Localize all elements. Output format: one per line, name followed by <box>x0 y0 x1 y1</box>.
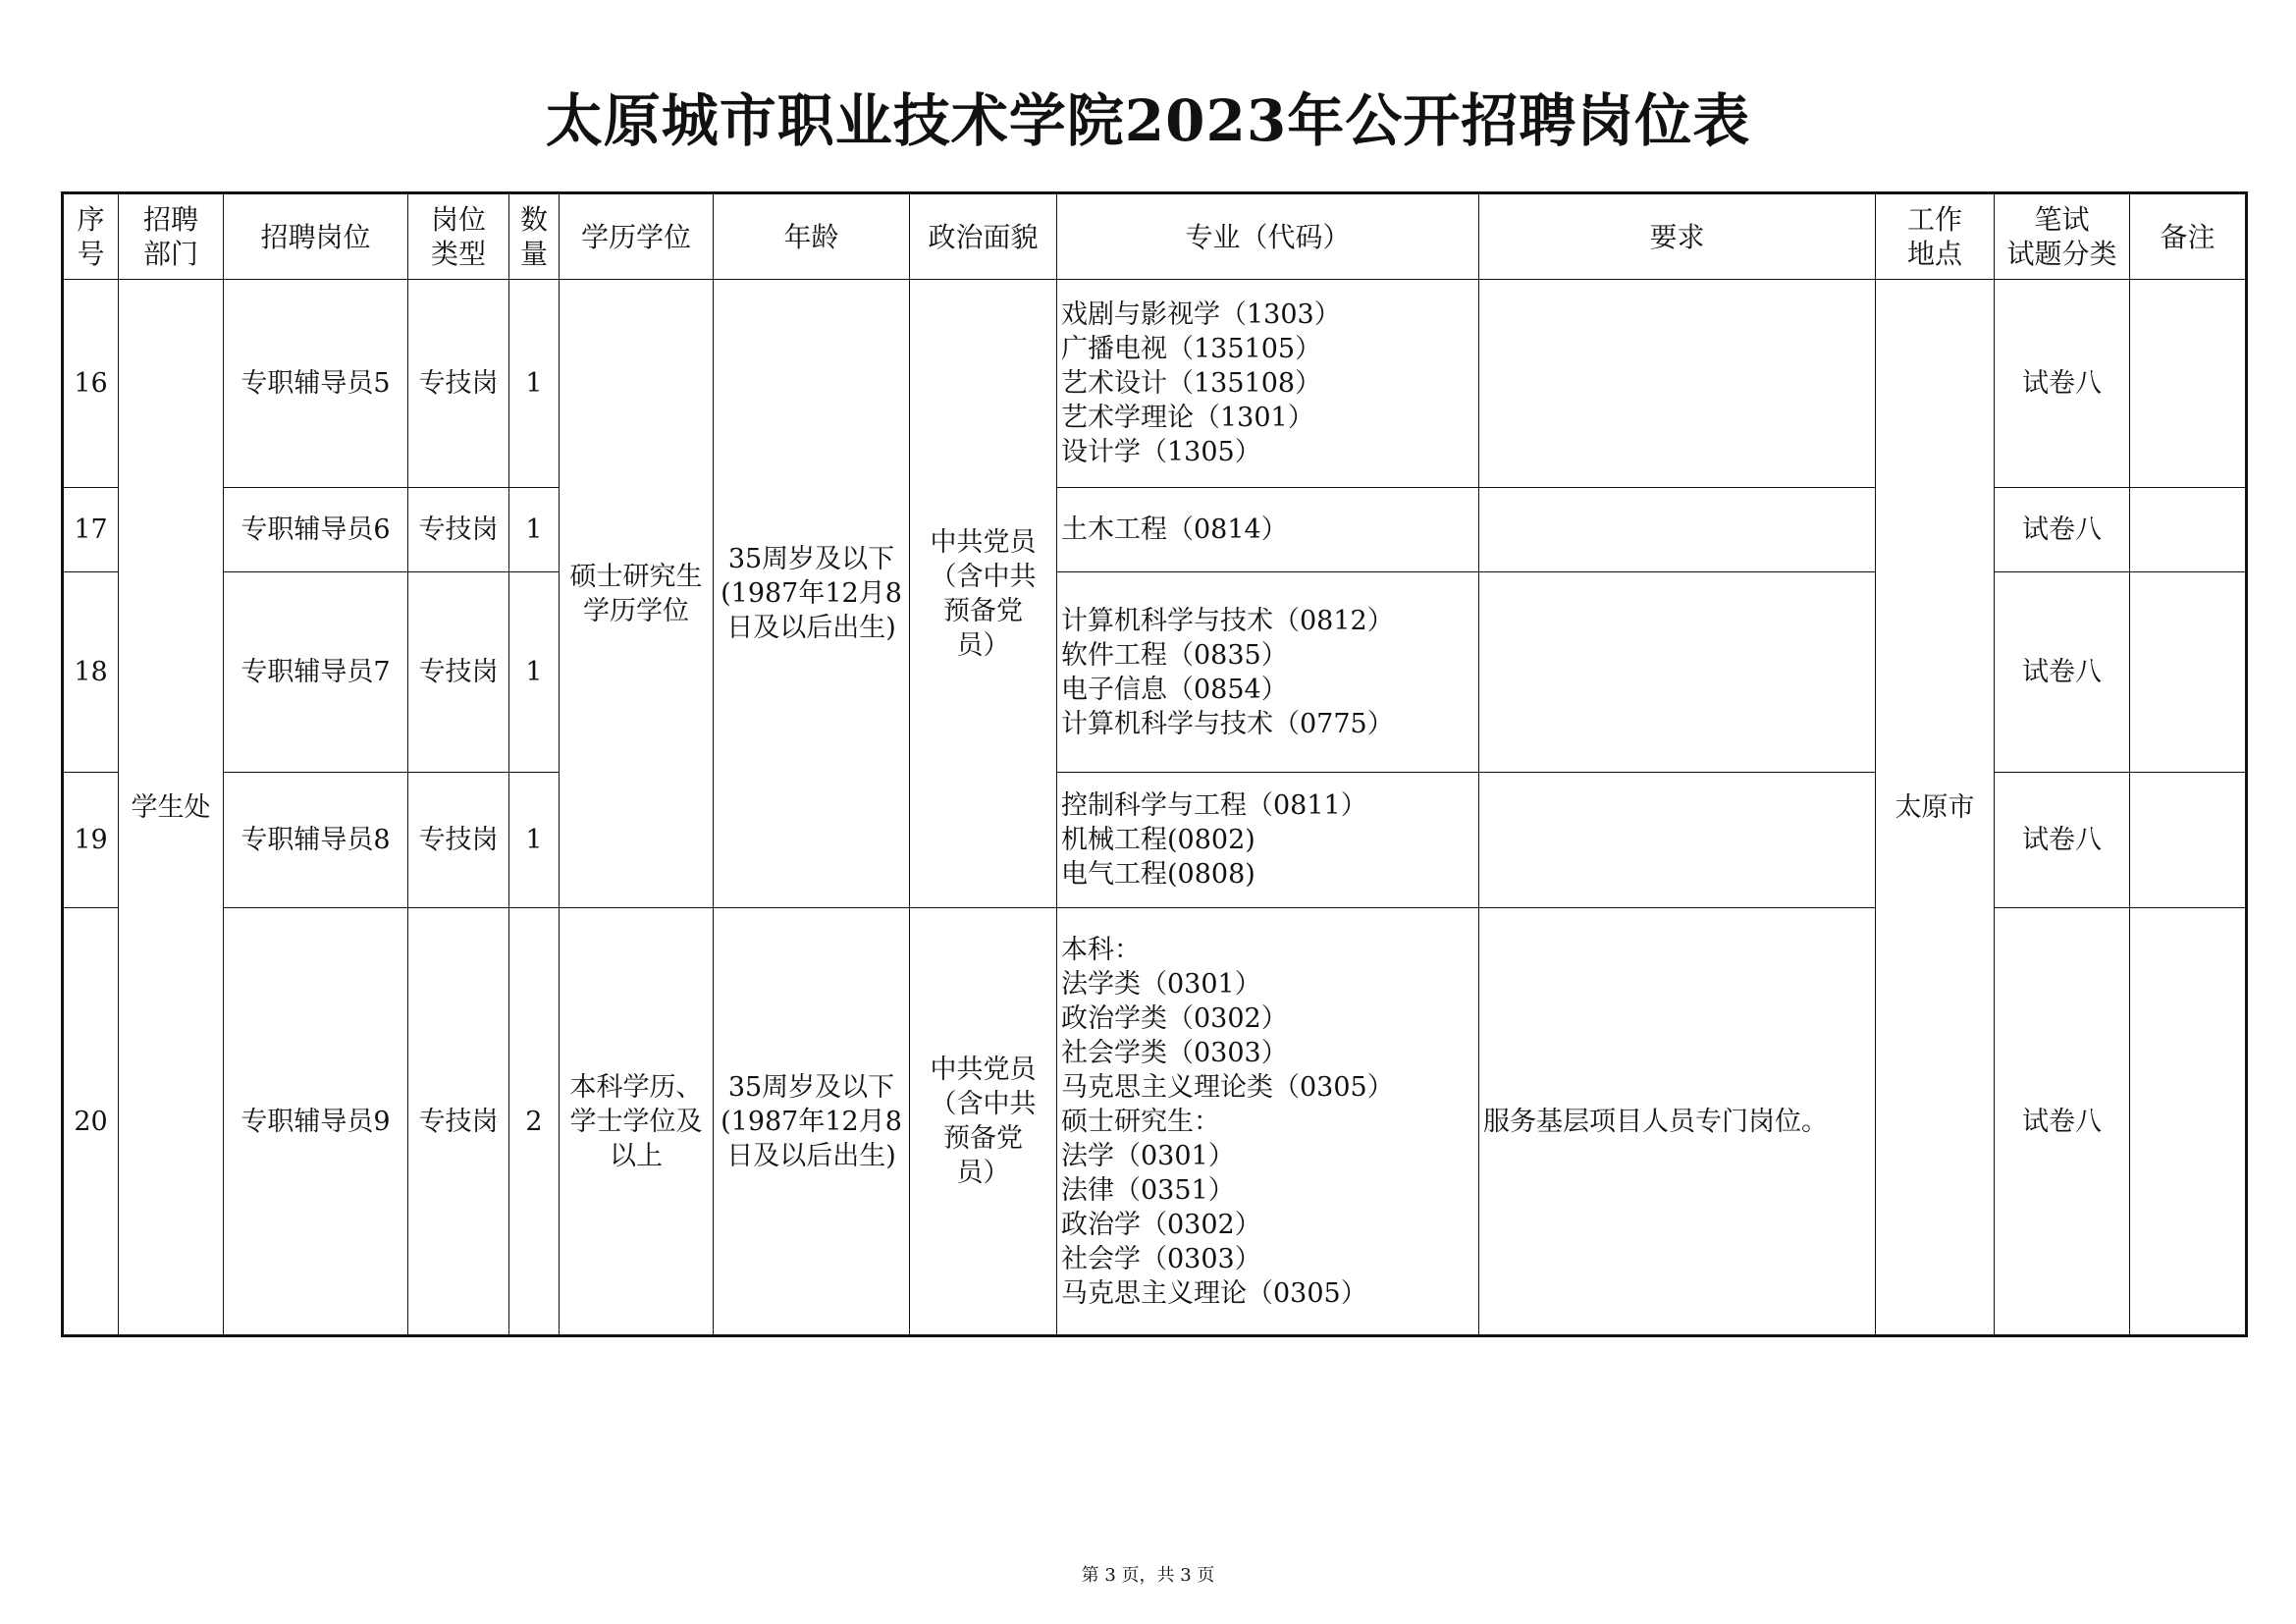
cell-major: 计算机科学与技术（0812） 软件工程（0835） 电子信息（0854） 计算机科学与技术（0775） <box>1057 572 1479 773</box>
cell-requirement <box>1479 572 1876 773</box>
header-major: 专业（代码） <box>1057 193 1479 280</box>
cell-requirement <box>1479 773 1876 908</box>
cell-post-type: 专技岗 <box>408 572 509 773</box>
cell-post: 专职辅导员6 <box>224 488 408 572</box>
cell-major: 本科： 法学类（0301） 政治学类（0302） 社会学类（0303） 马克思主义理论类（0305） 硕士研究生： 法学（0301） 法律（0351） 政治学（0302） 社会学（0303） 马克思主义理论（0305） <box>1057 908 1479 1336</box>
table-row <box>63 280 2247 488</box>
header-education: 学历学位 <box>560 193 714 280</box>
cell-exam: 试卷八 <box>1995 908 2130 1336</box>
header-age: 年龄 <box>714 193 910 280</box>
cell-count: 1 <box>509 488 560 572</box>
cell-post-type: 专技岗 <box>408 488 509 572</box>
cell-count: 2 <box>509 908 560 1336</box>
cell-seq: 17 <box>63 488 119 572</box>
page-footer: 第 3 页，共 3 页 <box>1081 1565 1215 1586</box>
header-count: 数 量 <box>509 193 560 280</box>
cell-exam: 试卷八 <box>1995 280 2130 488</box>
header-exam: 笔试 试题分类 <box>1995 193 2130 280</box>
cell-note <box>2130 908 2247 1336</box>
header-requirement: 要求 <box>1479 193 1876 280</box>
cell-seq: 16 <box>63 280 119 488</box>
cell-age: 35周岁及以下 (1987年12月8 日及以后出生) <box>714 908 910 1336</box>
cell-requirement <box>1479 280 1876 488</box>
header-seq: 序 号 <box>63 193 119 280</box>
cell-major: 土木工程（0814） <box>1057 488 1479 572</box>
cell-education: 硕士研究生 学历学位 <box>560 280 714 908</box>
cell-count: 1 <box>509 773 560 908</box>
cell-count: 1 <box>509 280 560 488</box>
cell-exam: 试卷八 <box>1995 773 2130 908</box>
cell-political: 中共党员 （含中共 预备党 员） <box>910 908 1057 1336</box>
cell-exam: 试卷八 <box>1995 572 2130 773</box>
cell-requirement: 服务基层项目人员专门岗位。 <box>1479 908 1876 1336</box>
cell-post: 专职辅导员7 <box>224 572 408 773</box>
cell-post-type: 专技岗 <box>408 280 509 488</box>
cell-seq: 19 <box>63 773 119 908</box>
cell-exam: 试卷八 <box>1995 488 2130 572</box>
cell-seq: 18 <box>63 572 119 773</box>
cell-note <box>2130 572 2247 773</box>
cell-post: 专职辅导员5 <box>224 280 408 488</box>
header-post: 招聘岗位 <box>224 193 408 280</box>
cell-count: 1 <box>509 572 560 773</box>
header-note: 备注 <box>2130 193 2247 280</box>
cell-note <box>2130 280 2247 488</box>
cell-age: 35周岁及以下 (1987年12月8 日及以后出生) <box>714 280 910 908</box>
cell-major: 戏剧与影视学（1303） 广播电视（135105） 艺术设计（135108） 艺术学理论（1301） 设计学（1305） <box>1057 280 1479 488</box>
cell-political: 中共党员 （含中共 预备党 员） <box>910 280 1057 908</box>
header-dept: 招聘 部门 <box>119 193 224 280</box>
cell-post: 专职辅导员9 <box>224 908 408 1336</box>
cell-dept: 学生处 <box>119 280 224 1336</box>
cell-post-type: 专技岗 <box>408 773 509 908</box>
table-header-row <box>63 193 2247 280</box>
cell-post: 专职辅导员8 <box>224 773 408 908</box>
cell-education: 本科学历、 学士学位及 以上 <box>560 908 714 1336</box>
cell-note <box>2130 773 2247 908</box>
cell-major: 控制科学与工程（0811） 机械工程(0802) 电气工程(0808) <box>1057 773 1479 908</box>
cell-note <box>2130 488 2247 572</box>
header-political: 政治面貌 <box>910 193 1057 280</box>
cell-requirement <box>1479 488 1876 572</box>
header-post-type: 岗位 类型 <box>408 193 509 280</box>
cell-seq: 20 <box>63 908 119 1336</box>
recruitment-table <box>61 191 2248 1337</box>
header-location: 工作 地点 <box>1876 193 1995 280</box>
cell-post-type: 专技岗 <box>408 908 509 1336</box>
cell-location: 太原市 <box>1876 280 1995 1336</box>
page-title: 太原城市职业技术学院2023年公开招聘岗位表 <box>545 87 1751 154</box>
